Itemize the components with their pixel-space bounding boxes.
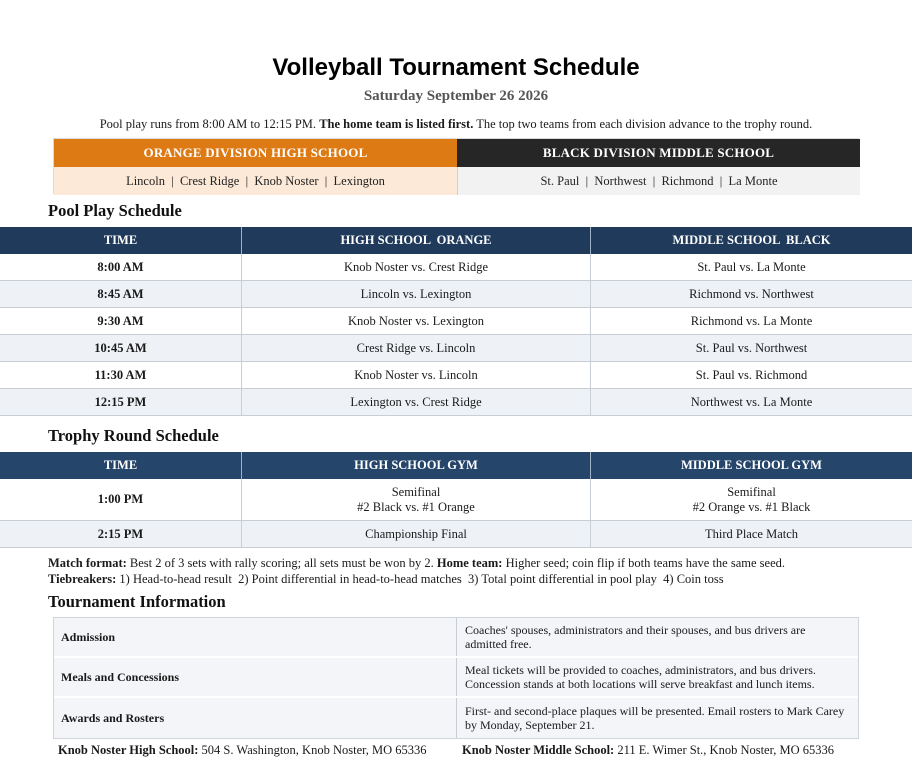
- row-time: 8:45 AM: [0, 281, 242, 307]
- page-subtitle: Saturday September 26 2026: [363, 88, 549, 104]
- format-note: [48, 555, 785, 571]
- column-header-ms-black: MIDDLE SCHOOL BLACK: [672, 233, 831, 247]
- intro-part2: The top two teams from each division advance to the trophy round.: [473, 117, 813, 131]
- column-header-time: TIME: [0, 227, 242, 254]
- high-school-address: [58, 743, 427, 758]
- high-school-label: Knob Noster High School:: [58, 743, 199, 757]
- high-school-address-text: 504 S. Washington, Knob Noster, MO 65336: [198, 743, 427, 757]
- row-hs-match: Championship Final: [242, 521, 591, 547]
- info-label: Admission: [54, 618, 457, 656]
- intro-part1: Pool play runs from 8:00 AM to 12:15 PM.: [99, 117, 320, 131]
- match-title: Semifinal: [391, 484, 441, 499]
- table-row: [0, 521, 912, 548]
- info-value: Meal tickets will be provided to coaches, administrators, and bus drivers. Concession stands at both locations will serve breakfast and lunch items.: [457, 658, 858, 696]
- pool-play-table: [0, 227, 912, 416]
- row-hs-match: Knob Noster vs. Lincoln: [242, 362, 591, 388]
- tournament-info-heading: Tournament Information: [48, 592, 226, 611]
- row-hs-match: Crest Ridge vs. Lincoln: [242, 335, 591, 361]
- row-time: 11:30 AM: [0, 362, 242, 388]
- info-row: [54, 618, 858, 658]
- orange-division-heading: ORANGE DIVISION HIGH SCHOOL: [54, 139, 457, 167]
- info-value: Coaches' spouses, administrators and their spouses, and bus drivers are admitted free.: [457, 618, 858, 656]
- home-team-label: Home team:: [436, 556, 503, 570]
- row-time: 10:45 AM: [0, 335, 242, 361]
- trophy-round-table: [0, 452, 912, 548]
- row-time: 9:30 AM: [0, 308, 242, 334]
- home-team-text: Higher seed; coin flip if both teams have the same seed.: [502, 556, 786, 570]
- match-title: Semifinal: [727, 484, 776, 499]
- row-ms-match: Richmond vs. Northwest: [689, 286, 814, 301]
- row-hs-match: Knob Noster vs. Crest Ridge: [242, 254, 591, 280]
- row-hs-match: Lexington vs. Crest Ridge: [242, 389, 591, 415]
- orange-division-teams: Lincoln | Crest Ridge | Knob Noster | Lexington: [54, 167, 457, 195]
- middle-school-address-text: 211 E. Wimer St., Knob Noster, MO 65336: [614, 743, 835, 757]
- info-label: Meals and Concessions: [54, 658, 457, 696]
- page-title: Volleyball Tournament Schedule: [272, 54, 640, 81]
- format-label: Match format:: [48, 556, 127, 570]
- match-notes: [48, 555, 785, 587]
- table-row: [0, 308, 912, 335]
- row-time: 8:00 AM: [0, 254, 242, 280]
- info-row: [54, 698, 858, 738]
- row-ms-match: Third Place Match: [704, 526, 799, 541]
- pool-play-heading: Pool Play Schedule: [48, 201, 182, 220]
- table-row: [0, 362, 912, 389]
- pool-play-header-row: [0, 227, 912, 254]
- column-header-hs-orange: HIGH SCHOOL ORANGE: [242, 227, 591, 254]
- row-ms-match: St. Paul vs. La Monte: [697, 259, 806, 274]
- tiebreaker-note: [48, 571, 785, 587]
- row-hs-match: Knob Noster vs. Lexington: [242, 308, 591, 334]
- tiebreakers-text: 1) Head-to-head result 2) Point differential in head-to-head matches 3) Total point differential in pool play 4) Coin toss: [116, 572, 724, 586]
- row-ms-match: [591, 479, 912, 520]
- trophy-round-header-row: [0, 452, 912, 479]
- table-row: [0, 335, 912, 362]
- column-header-ms-gym: MIDDLE SCHOOL GYM: [681, 458, 822, 472]
- row-ms-match: St. Paul vs. Northwest: [695, 340, 808, 355]
- divisions-table: [53, 138, 859, 194]
- row-time: 2:15 PM: [0, 521, 242, 547]
- black-division-teams: St. Paul | Northwest | Richmond | La Monte: [457, 167, 860, 195]
- info-label: Awards and Rosters: [54, 698, 457, 738]
- table-row: [0, 281, 912, 308]
- row-ms-match: Northwest vs. La Monte: [690, 394, 813, 409]
- row-time: 12:15 PM: [0, 389, 242, 415]
- row-hs-match: Lincoln vs. Lexington: [242, 281, 591, 307]
- row-time: 1:00 PM: [0, 479, 242, 520]
- match-teams: #2 Black vs. #1 Orange: [357, 499, 475, 514]
- middle-school-address: [462, 743, 834, 758]
- tiebreakers-label: Tiebreakers:: [48, 572, 117, 586]
- info-row: [54, 658, 858, 698]
- black-division-heading: BLACK DIVISION MIDDLE SCHOOL: [457, 139, 860, 167]
- tournament-info-table: [53, 617, 859, 739]
- format-text: Best 2 of 3 sets with rally scoring; all sets must be won by 2.: [126, 556, 437, 570]
- row-ms-match: Richmond vs. La Monte: [690, 313, 813, 328]
- intro-bold: The home team is listed first.: [319, 117, 474, 131]
- table-row: [0, 389, 912, 416]
- table-row: [0, 254, 912, 281]
- table-row: [0, 479, 912, 521]
- column-header-hs-gym: HIGH SCHOOL GYM: [242, 452, 591, 479]
- row-hs-match: [242, 479, 591, 520]
- intro-text: [0, 117, 912, 132]
- column-header-time: TIME: [0, 452, 242, 479]
- row-ms-match: St. Paul vs. Richmond: [695, 367, 808, 382]
- match-teams: #2 Orange vs. #1 Black: [692, 499, 811, 514]
- trophy-round-heading: Trophy Round Schedule: [48, 426, 219, 445]
- middle-school-label: Knob Noster Middle School:: [462, 743, 615, 757]
- info-value: First- and second-place plaques will be presented. Email rosters to Mark Carey by Monday, September 21.: [457, 698, 858, 738]
